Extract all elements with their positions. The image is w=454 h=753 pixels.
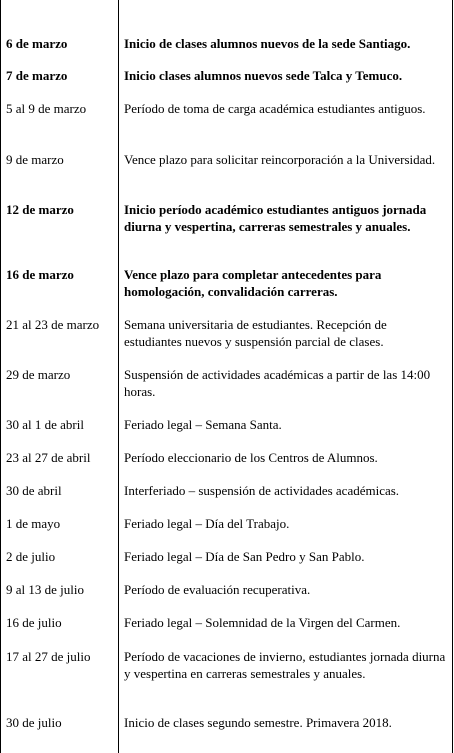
row-description: Interferiado – suspensión de actividades académicas.	[124, 483, 400, 498]
row-description: Feriado legal – Solemnidad de la Virgen del Carmen.	[124, 615, 401, 630]
row-date: 16 de marzo	[6, 267, 74, 282]
row-description: Inicio de clases segundo semestre. Primavera 2018.	[124, 715, 392, 730]
row-description: Período de toma de carga académica estudiantes antiguos.	[124, 101, 426, 116]
row-description: Feriado legal – Semana Santa.	[124, 417, 282, 432]
row-date: 2 de julio	[6, 549, 56, 564]
row-date: 21 al 23 de marzo	[6, 317, 100, 332]
row-description: Semana universitaria de estudiantes. Recepción de estudiantes nuevos y suspensión parcial de clases.	[124, 317, 387, 349]
row-date: 30 al 1 de abril	[6, 417, 84, 432]
row-date: 6 de marzo	[6, 36, 68, 51]
row-description: Inicio de clases alumnos nuevos de la sede Santiago.	[124, 36, 411, 51]
row-date: 7 de marzo	[6, 68, 68, 83]
row-date: 30 de abril	[6, 483, 62, 498]
row-description: Feriado legal – Día de San Pedro y San Pablo.	[124, 549, 365, 564]
row-date: 5 al 9 de marzo	[6, 101, 87, 116]
row-date: 12 de marzo	[6, 202, 74, 217]
row-date: 16 de julio	[6, 615, 62, 630]
row-date: 17 al 27 de julio	[6, 649, 91, 664]
row-description: Período de evaluación recuperativa.	[124, 582, 311, 597]
row-description: Período de vacaciones de invierno, estudiantes jornada diurna y vespertina en carreras semestrales y anuales.	[124, 649, 446, 681]
column-divider	[118, 0, 119, 753]
row-description: Vence plazo para solicitar reincorporación a la Universidad.	[124, 152, 436, 167]
row-date: 1 de mayo	[6, 516, 61, 531]
row-date: 9 de marzo	[6, 152, 64, 167]
row-description: Suspensión de actividades académicas a partir de las 14:00 horas.	[124, 367, 431, 399]
row-description: Vence plazo para completar antecedentes para homologación, convalidación carreras.	[124, 267, 382, 299]
row-description: Período eleccionario de los Centros de Alumnos.	[124, 450, 378, 465]
row-date: 23 al 27 de abril	[6, 450, 91, 465]
row-description: Feriado legal – Día del Trabajo.	[124, 516, 290, 531]
row-description: Inicio período académico estudiantes antiguos jornada diurna y vespertina, carreras semestrales y anuales.	[124, 202, 427, 234]
row-date: 9 al 13 de julio	[6, 582, 84, 597]
row-date: 30 de julio	[6, 715, 62, 730]
row-date: 29 de marzo	[6, 367, 71, 382]
row-description: Inicio clases alumnos nuevos sede Talca y Temuco.	[124, 68, 403, 83]
